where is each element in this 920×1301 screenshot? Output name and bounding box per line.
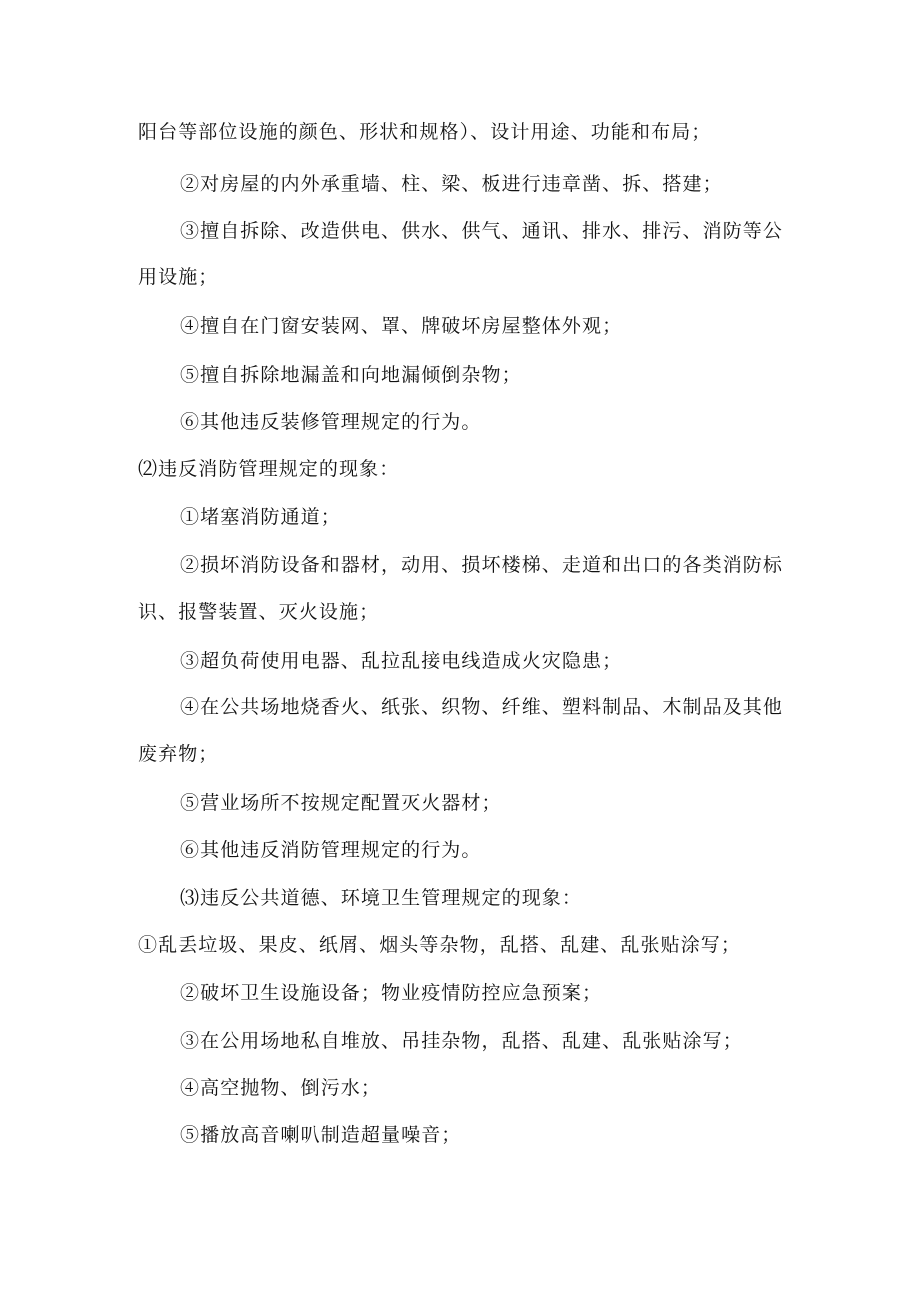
paragraph-line: ③超负荷使用电器、乱拉乱接电线造成火灾隐患； (180, 650, 623, 672)
paragraph-line: ⑤营业场所不按规定配置灭火器材； (180, 792, 502, 814)
paragraph-line: 阳台等部位设施的颜色、形状和规格）、设计用途、功能和布局； (138, 121, 712, 143)
paragraph-line: ④在公共场地烧香火、纸张、织物、纤维、塑料制品、木制品及其他 (180, 696, 784, 718)
paragraph-line: ④高空抛物、倒污水； (180, 1077, 382, 1099)
paragraph-line: 识、报警装置、灭火设施； (138, 601, 380, 623)
paragraph-line: ③擅自拆除、改造供电、供水、供气、通讯、排水、排污、消防等公 (180, 220, 784, 242)
paragraph-line: ②对房屋的内外承重墙、柱、梁、板进行违章凿、拆、搭建； (180, 173, 723, 195)
paragraph-line: ⑥其他违反装修管理规定的行为。 (180, 411, 482, 433)
paragraph-line: 用设施； (138, 266, 219, 288)
paragraph-line: ⑥其他违反消防管理规定的行为。 (180, 839, 482, 861)
paragraph-line: ⑤擅自拆除地漏盖和向地漏倾倒杂物； (180, 364, 522, 386)
paragraph-line: ⑶违反公共道德、环境卫生管理规定的现象： (180, 887, 583, 909)
paragraph-line: ①乱丢垃圾、果皮、纸屑、烟头等杂物，乱搭、乱建、乱张贴涂写； (138, 934, 742, 956)
paragraph-line: ⑤播放高音喇叭制造超量噪音； (180, 1124, 462, 1146)
paragraph-line: ④擅自在门窗安装网、罩、牌破坏房屋整体外观； (180, 315, 623, 337)
paragraph-line: ②损坏消防设备和器材，动用、损坏楼梯、走道和出口的各类消防标 (180, 554, 784, 576)
paragraph-line: ⑵违反消防管理规定的现象： (138, 458, 400, 480)
paragraph-line: 废弃物； (138, 743, 219, 765)
paragraph-line: ②破坏卫生设施设备；物业疫情防控应急预案； (180, 982, 603, 1004)
paragraph-line: ①堵塞消防通道； (180, 506, 341, 528)
paragraph-line: ③在公用场地私自堆放、吊挂杂物，乱搭、乱建、乱张贴涂写； (180, 1030, 743, 1052)
